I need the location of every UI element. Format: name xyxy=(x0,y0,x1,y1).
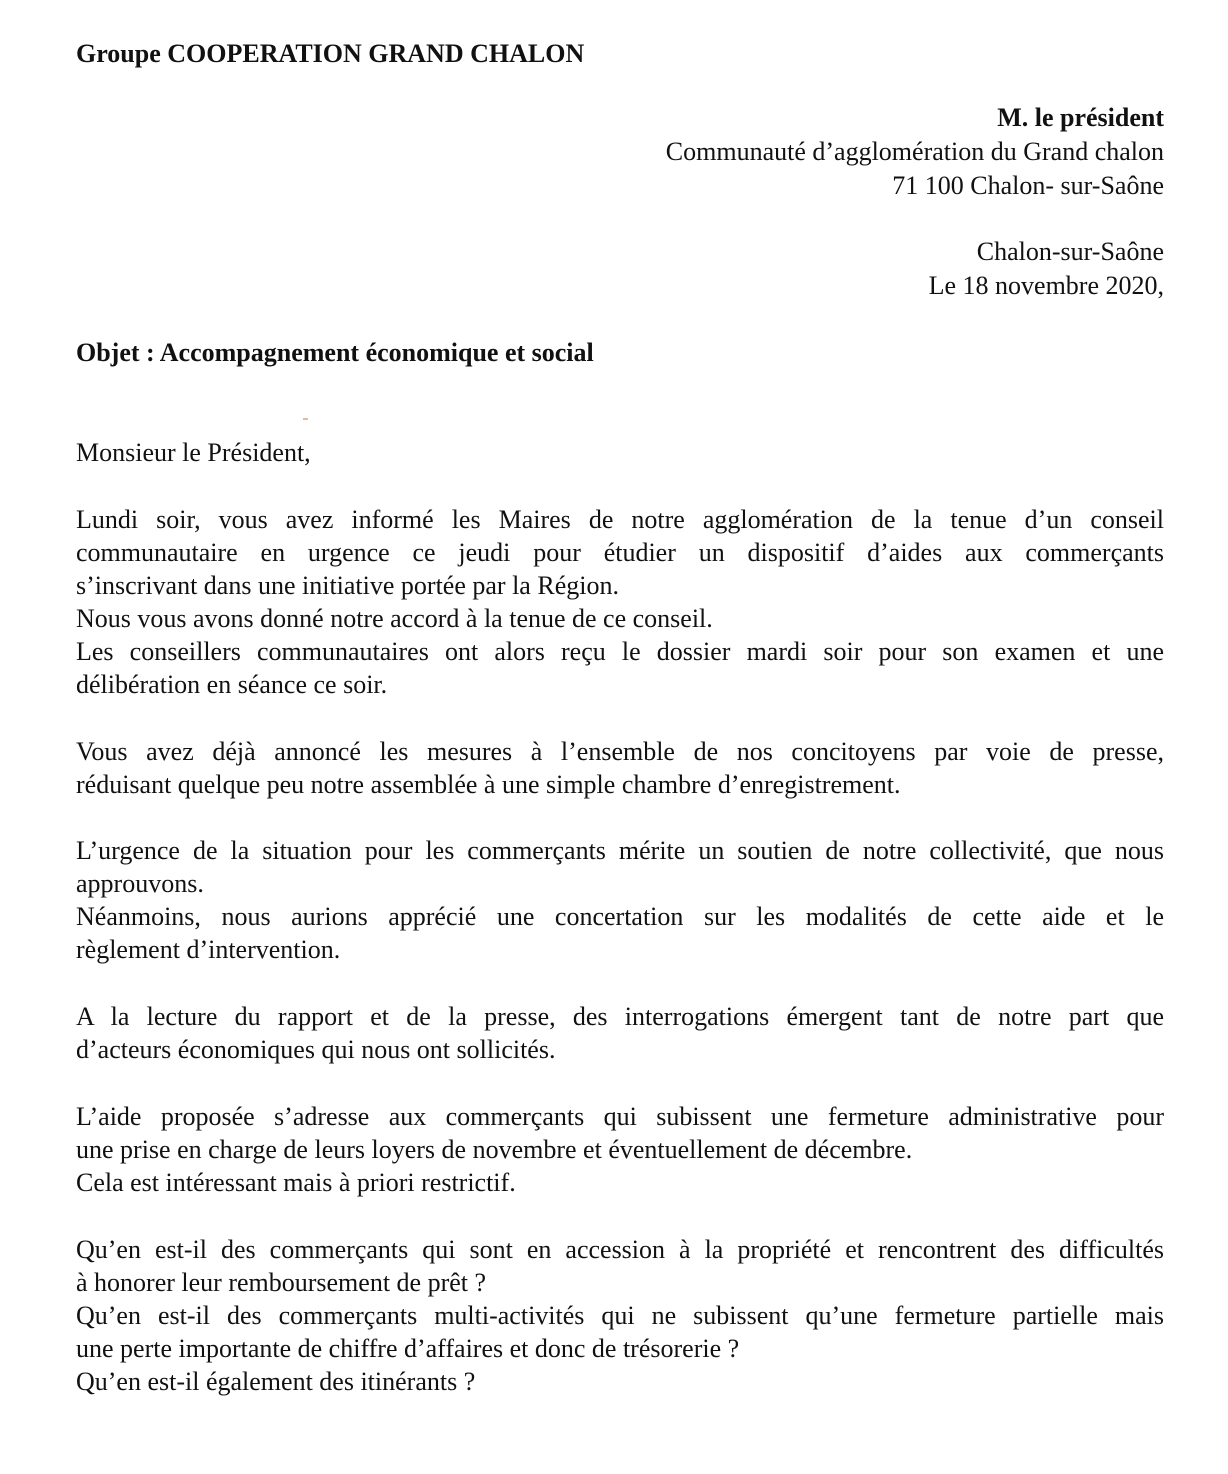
recipient-title: M. le président xyxy=(997,103,1164,132)
recipient-address: 71 100 Chalon- sur-Saône xyxy=(892,171,1164,200)
paragraph-line: communautaire en urgence ce jeudi pour étudier un dispositif d’aides aux commerçants xyxy=(76,538,1164,567)
recipient-block xyxy=(666,101,1164,203)
paragraph-line: d’acteurs économiques qui nous ont sollicités. xyxy=(76,1035,556,1064)
paragraph-line: réduisant quelque peu notre assemblée à une simple chambre d’enregistrement. xyxy=(76,770,901,799)
paragraph-line: une perte importante de chiffre d’affaires et donc de trésorerie ? xyxy=(76,1334,740,1363)
subject-text: Accompagnement économique et social xyxy=(159,338,594,367)
paragraph-line: Vous avez déjà annoncé les mesures à l’ensemble de nos concitoyens par voie de presse, xyxy=(76,737,1164,766)
paragraph-6 xyxy=(76,1233,1164,1398)
paragraph-line: Qu’en est-il des commerçants multi-activités qui ne subissent qu’une fermeture partielle mais xyxy=(76,1301,1164,1330)
paragraph-line: Néanmoins, nous aurions apprécié une concertation sur les modalités de cette aide et le xyxy=(76,902,1164,931)
place-date-block xyxy=(929,235,1164,303)
paragraph-1 xyxy=(76,503,1164,701)
paragraph-2 xyxy=(76,735,1164,801)
paragraph-line: A la lecture du rapport et de la presse, des interrogations émergent tant de notre part que xyxy=(76,1002,1164,1031)
paragraph-line: Cela est intéressant mais à priori restrictif. xyxy=(76,1168,516,1197)
paragraph-line: L’urgence de la situation pour les commerçants mérite un soutien de notre collectivité, que nous xyxy=(76,836,1164,865)
paragraph-line: à honorer leur remboursement de prêt ? xyxy=(76,1268,487,1297)
paragraph-line: Nous vous avons donné notre accord à la tenue de ce conseil. xyxy=(76,604,713,633)
paragraph-3 xyxy=(76,834,1164,966)
paragraph-line: s’inscrivant dans une initiative portée par la Région. xyxy=(76,571,619,600)
scan-speck xyxy=(303,418,308,420)
paragraph-line: Qu’en est-il également des itinérants ? xyxy=(76,1367,476,1396)
subject-label: Objet : xyxy=(76,338,155,367)
paragraph-line: une prise en charge de leurs loyers de novembre et éventuellement de décembre. xyxy=(76,1135,913,1164)
recipient-organization: Communauté d’agglomération du Grand chalon xyxy=(665,137,1164,166)
letter-date: Le 18 novembre 2020, xyxy=(928,271,1164,300)
paragraph-line: Les conseillers communautaires ont alors reçu le dossier mardi soir pour son examen et une xyxy=(76,637,1164,666)
salutation: Monsieur le Président, xyxy=(76,438,311,467)
paragraph-line: Qu’en est-il des commerçants qui sont en accession à la propriété et rencontrent des difficultés xyxy=(76,1235,1164,1264)
paragraph-5 xyxy=(76,1100,1164,1199)
paragraph-line: Lundi soir, vous avez informé les Maires de notre agglomération de la tenue d’un conseil xyxy=(76,505,1164,534)
letter-place: Chalon-sur-Saône xyxy=(976,237,1164,266)
paragraph-line: règlement d’intervention. xyxy=(76,935,341,964)
sender-name: Groupe COOPERATION GRAND CHALON xyxy=(76,39,585,68)
paragraph-line: L’aide proposée s’adresse aux commerçants qui subissent une fermeture administrative pour xyxy=(76,1102,1164,1131)
subject-line xyxy=(76,336,594,370)
paragraph-4 xyxy=(76,1000,1164,1066)
paragraph-line: délibération en séance ce soir. xyxy=(76,670,388,699)
paragraph-line: approuvons. xyxy=(76,869,204,898)
